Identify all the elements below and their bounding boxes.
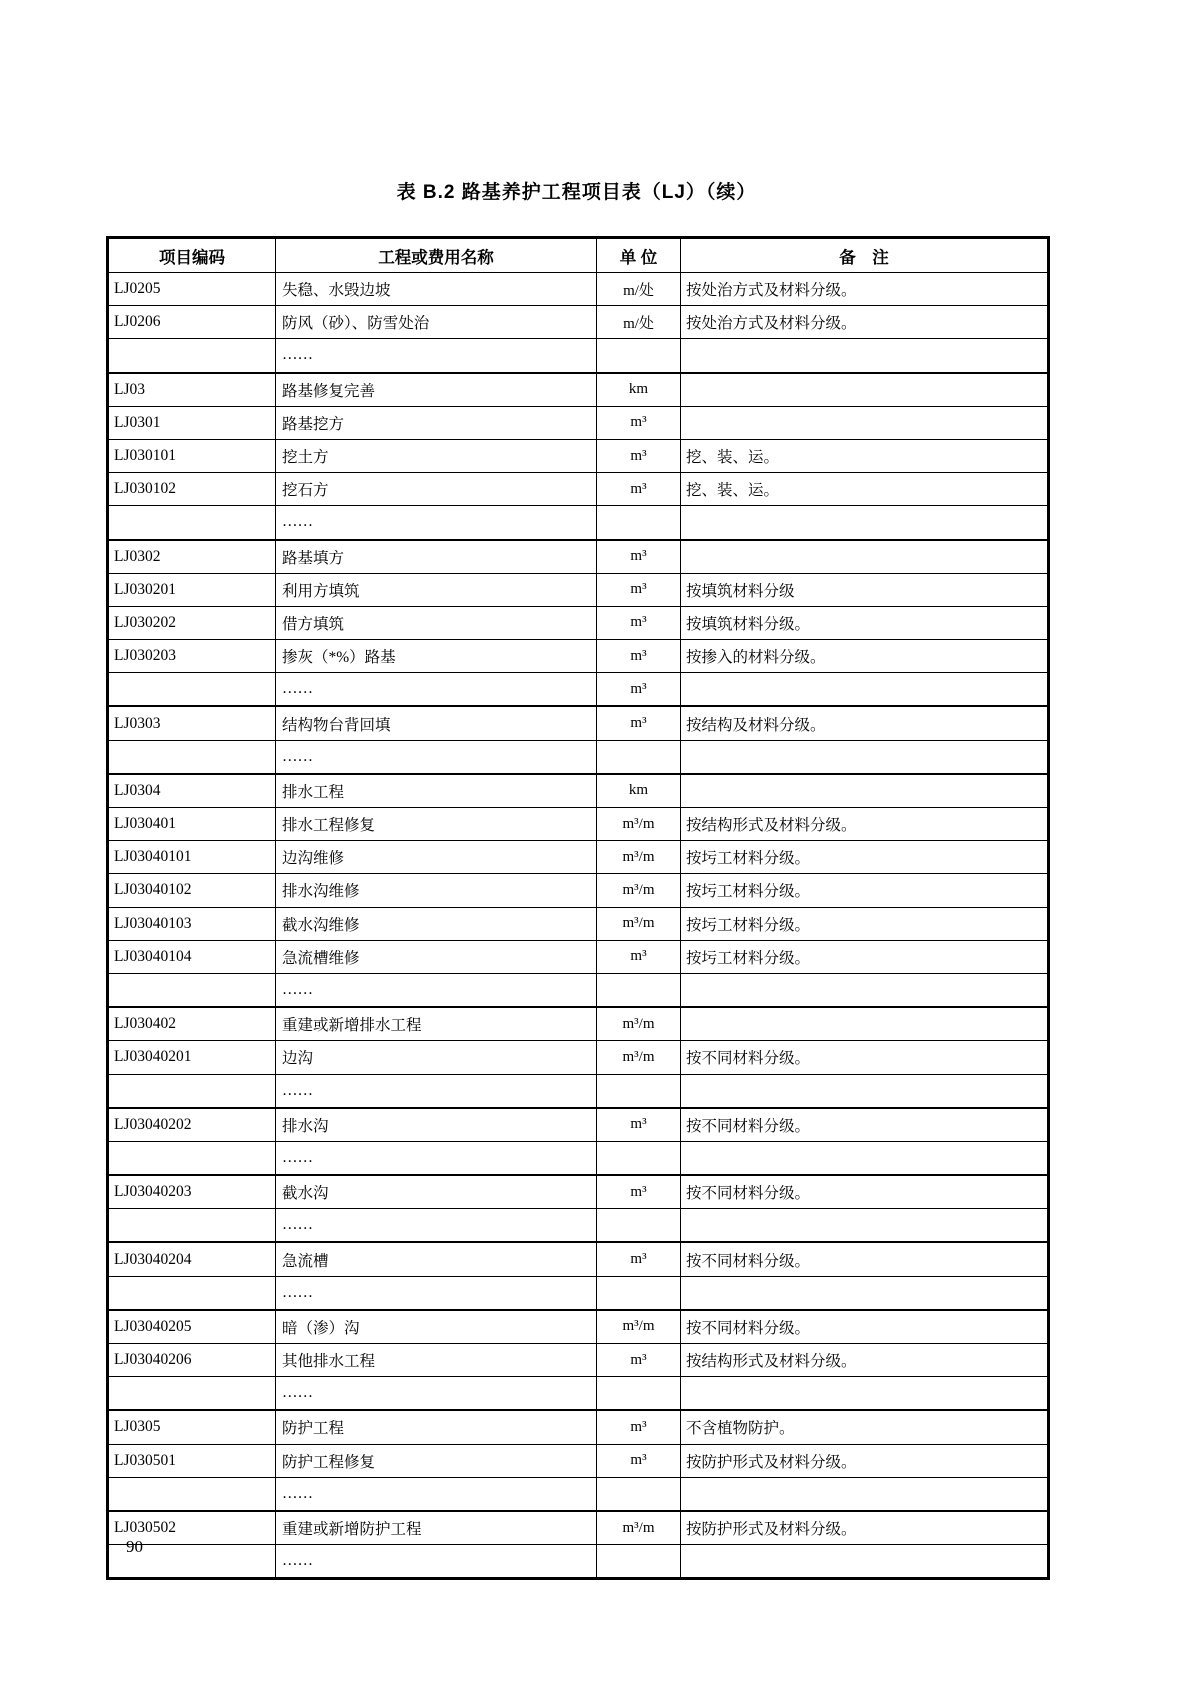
remarks-cell: 按不同材料分级。 xyxy=(681,1310,1049,1344)
work-name-cell: 暗（渗）沟 xyxy=(276,1310,597,1344)
unit-cell: m³ xyxy=(597,1108,681,1142)
project-code-cell: LJ030201 xyxy=(108,573,276,606)
project-code-cell: LJ0206 xyxy=(108,306,276,339)
project-code-cell xyxy=(108,973,276,1007)
work-name-cell: 挖土方 xyxy=(276,439,597,472)
work-name-cell: 其他排水工程 xyxy=(276,1344,597,1377)
unit-cell xyxy=(597,339,681,373)
remarks-cell xyxy=(681,540,1049,574)
project-code-cell: LJ03040202 xyxy=(108,1108,276,1142)
project-code-cell: LJ0302 xyxy=(108,540,276,574)
remarks-cell xyxy=(681,1007,1049,1041)
work-name-cell: 结构物台背回填 xyxy=(276,706,597,740)
remarks-cell xyxy=(681,1141,1049,1175)
project-code-cell: LJ030203 xyxy=(108,640,276,673)
header-remarks: 备 注 xyxy=(681,238,1049,273)
unit-cell: m³ xyxy=(597,540,681,574)
work-name-cell: …… xyxy=(276,339,597,373)
unit-cell xyxy=(597,1477,681,1511)
remarks-cell: 按圬工材料分级。 xyxy=(681,841,1049,874)
work-name-cell: …… xyxy=(276,1209,597,1243)
project-code-cell: LJ030101 xyxy=(108,439,276,472)
work-name-cell: 借方填筑 xyxy=(276,606,597,639)
remarks-cell: 不含植物防护。 xyxy=(681,1410,1049,1444)
table-row xyxy=(108,606,1049,639)
remarks-cell: 按掺入的材料分级。 xyxy=(681,640,1049,673)
table-row xyxy=(108,1141,1049,1175)
project-code-cell xyxy=(108,1477,276,1511)
table-row xyxy=(108,473,1049,506)
unit-cell xyxy=(597,740,681,774)
unit-cell xyxy=(597,1209,681,1243)
unit-cell: m/处 xyxy=(597,273,681,306)
remarks-cell: 按结构形式及材料分级。 xyxy=(681,1344,1049,1377)
table-row xyxy=(108,706,1049,740)
unit-cell xyxy=(597,1545,681,1579)
work-name-cell: 掺灰（*%）路基 xyxy=(276,640,597,673)
unit-cell xyxy=(597,506,681,540)
work-name-cell: …… xyxy=(276,506,597,540)
work-name-cell: …… xyxy=(276,740,597,774)
table-row xyxy=(108,373,1049,407)
work-name-cell: 重建或新增防护工程 xyxy=(276,1511,597,1545)
unit-cell: km xyxy=(597,373,681,407)
work-name-cell: …… xyxy=(276,973,597,1007)
remarks-cell xyxy=(681,673,1049,707)
work-name-cell: 防护工程 xyxy=(276,1410,597,1444)
table-row xyxy=(108,1377,1049,1411)
project-code-cell: LJ03040104 xyxy=(108,940,276,973)
unit-cell: m³ xyxy=(597,473,681,506)
work-name-cell: 截水沟 xyxy=(276,1175,597,1209)
work-name-cell: 排水沟维修 xyxy=(276,874,597,907)
table-row xyxy=(108,1175,1049,1209)
remarks-cell: 挖、装、运。 xyxy=(681,439,1049,472)
table-header-row xyxy=(108,238,1049,273)
project-code-cell: LJ030402 xyxy=(108,1007,276,1041)
remarks-cell: 挖、装、运。 xyxy=(681,473,1049,506)
unit-cell: m³/m xyxy=(597,1041,681,1074)
project-code-cell: LJ0304 xyxy=(108,774,276,808)
work-name-cell: …… xyxy=(276,1477,597,1511)
unit-cell: m³/m xyxy=(597,1007,681,1041)
project-code-cell xyxy=(108,506,276,540)
unit-cell: m³ xyxy=(597,1242,681,1276)
remarks-cell xyxy=(681,1377,1049,1411)
remarks-cell: 按防护形式及材料分级。 xyxy=(681,1444,1049,1477)
work-name-cell: 排水工程修复 xyxy=(276,808,597,841)
unit-cell: m³ xyxy=(597,640,681,673)
unit-cell: m³/m xyxy=(597,841,681,874)
remarks-cell xyxy=(681,1545,1049,1579)
project-table xyxy=(106,236,1050,1580)
table-row xyxy=(108,940,1049,973)
work-name-cell: …… xyxy=(276,1545,597,1579)
unit-cell: m³ xyxy=(597,439,681,472)
table-row xyxy=(108,808,1049,841)
table-row xyxy=(108,1477,1049,1511)
work-name-cell: 路基挖方 xyxy=(276,406,597,439)
table-row xyxy=(108,1444,1049,1477)
project-code-cell xyxy=(108,740,276,774)
work-name-cell: 急流槽 xyxy=(276,1242,597,1276)
remarks-cell xyxy=(681,506,1049,540)
remarks-cell: 按处治方式及材料分级。 xyxy=(681,306,1049,339)
table-row xyxy=(108,506,1049,540)
project-code-cell: LJ030401 xyxy=(108,808,276,841)
unit-cell: m³ xyxy=(597,406,681,439)
project-code-cell xyxy=(108,1377,276,1411)
unit-cell: m³/m xyxy=(597,1310,681,1344)
work-name-cell: …… xyxy=(276,1276,597,1310)
table-row xyxy=(108,273,1049,306)
table-row xyxy=(108,573,1049,606)
unit-cell: m³ xyxy=(597,1175,681,1209)
project-code-cell xyxy=(108,673,276,707)
project-code-cell xyxy=(108,1141,276,1175)
unit-cell: m/处 xyxy=(597,306,681,339)
header-work-or-cost-name: 工程或费用名称 xyxy=(276,238,597,273)
table-row xyxy=(108,673,1049,707)
remarks-cell xyxy=(681,774,1049,808)
project-code-cell: LJ0205 xyxy=(108,273,276,306)
table-row xyxy=(108,1074,1049,1108)
remarks-cell: 按防护形式及材料分级。 xyxy=(681,1511,1049,1545)
unit-cell: m³/m xyxy=(597,874,681,907)
project-code-cell: LJ030202 xyxy=(108,606,276,639)
table-title: 表 B.2 路基养护工程项目表（LJ）（续） xyxy=(396,182,757,203)
table-row xyxy=(108,1276,1049,1310)
work-name-cell: 重建或新增排水工程 xyxy=(276,1007,597,1041)
table-row xyxy=(108,774,1049,808)
table-row xyxy=(108,1242,1049,1276)
table-row xyxy=(108,973,1049,1007)
table-row xyxy=(108,841,1049,874)
table-row xyxy=(108,740,1049,774)
remarks-cell: 按不同材料分级。 xyxy=(681,1242,1049,1276)
work-name-cell: 挖石方 xyxy=(276,473,597,506)
page-number: 90 xyxy=(126,1537,143,1556)
remarks-cell: 按不同材料分级。 xyxy=(681,1108,1049,1142)
work-name-cell: …… xyxy=(276,673,597,707)
project-code-cell xyxy=(108,1074,276,1108)
table-row xyxy=(108,1410,1049,1444)
work-name-cell: 路基填方 xyxy=(276,540,597,574)
remarks-cell xyxy=(681,339,1049,373)
table-row xyxy=(108,439,1049,472)
table-row xyxy=(108,874,1049,907)
remarks-cell xyxy=(681,973,1049,1007)
unit-cell: m³ xyxy=(597,573,681,606)
work-name-cell: 失稳、水毁边坡 xyxy=(276,273,597,306)
remarks-cell: 按圬工材料分级。 xyxy=(681,940,1049,973)
remarks-cell xyxy=(681,1276,1049,1310)
project-code-cell: LJ030102 xyxy=(108,473,276,506)
unit-cell: m³ xyxy=(597,1410,681,1444)
table-row xyxy=(108,1007,1049,1041)
project-code-cell xyxy=(108,1276,276,1310)
remarks-cell xyxy=(681,406,1049,439)
table-row xyxy=(108,339,1049,373)
unit-cell: m³/m xyxy=(597,1511,681,1545)
remarks-cell: 按不同材料分级。 xyxy=(681,1175,1049,1209)
unit-cell: m³ xyxy=(597,606,681,639)
remarks-cell: 按结构及材料分级。 xyxy=(681,706,1049,740)
project-code-cell: LJ03 xyxy=(108,373,276,407)
table-row xyxy=(108,1344,1049,1377)
project-code-cell: LJ03040204 xyxy=(108,1242,276,1276)
work-name-cell: 急流槽维修 xyxy=(276,940,597,973)
work-name-cell: 路基修复完善 xyxy=(276,373,597,407)
remarks-cell: 按不同材料分级。 xyxy=(681,1041,1049,1074)
unit-cell xyxy=(597,1141,681,1175)
remarks-cell: 按处治方式及材料分级。 xyxy=(681,273,1049,306)
remarks-cell xyxy=(681,1209,1049,1243)
table-row xyxy=(108,306,1049,339)
project-code-cell: LJ03040203 xyxy=(108,1175,276,1209)
work-name-cell: 防护工程修复 xyxy=(276,1444,597,1477)
unit-cell xyxy=(597,1276,681,1310)
unit-cell: m³/m xyxy=(597,907,681,940)
remarks-cell xyxy=(681,1074,1049,1108)
work-name-cell: 利用方填筑 xyxy=(276,573,597,606)
table-row xyxy=(108,640,1049,673)
table-row xyxy=(108,907,1049,940)
unit-cell: m³ xyxy=(597,1444,681,1477)
project-code-cell: LJ03040102 xyxy=(108,874,276,907)
remarks-cell xyxy=(681,373,1049,407)
project-code-cell: LJ03040206 xyxy=(108,1344,276,1377)
remarks-cell xyxy=(681,1477,1049,1511)
unit-cell: m³/m xyxy=(597,808,681,841)
unit-cell xyxy=(597,1074,681,1108)
unit-cell: km xyxy=(597,774,681,808)
header-unit: 单 位 xyxy=(597,238,681,273)
work-name-cell: 排水工程 xyxy=(276,774,597,808)
project-code-cell xyxy=(108,339,276,373)
table-row xyxy=(108,1108,1049,1142)
project-code-cell: LJ03040205 xyxy=(108,1310,276,1344)
work-name-cell: 截水沟维修 xyxy=(276,907,597,940)
project-code-cell: LJ03040103 xyxy=(108,907,276,940)
remarks-cell: 按填筑材料分级 xyxy=(681,573,1049,606)
project-code-cell xyxy=(108,1209,276,1243)
work-name-cell: 边沟维修 xyxy=(276,841,597,874)
project-code-cell: LJ03040201 xyxy=(108,1041,276,1074)
remarks-cell xyxy=(681,740,1049,774)
project-code-cell: LJ0301 xyxy=(108,406,276,439)
project-code-cell: LJ03040101 xyxy=(108,841,276,874)
project-code-cell: LJ030502 xyxy=(108,1511,276,1545)
project-code-cell: LJ030501 xyxy=(108,1444,276,1477)
unit-cell xyxy=(597,973,681,1007)
work-name-cell: …… xyxy=(276,1074,597,1108)
unit-cell xyxy=(597,1377,681,1411)
project-code-cell: LJ0303 xyxy=(108,706,276,740)
work-name-cell: …… xyxy=(276,1377,597,1411)
work-name-cell: 防风（砂）、防雪处治 xyxy=(276,306,597,339)
table-row xyxy=(108,1209,1049,1243)
work-name-cell: 排水沟 xyxy=(276,1108,597,1142)
table-row xyxy=(108,406,1049,439)
unit-cell: m³ xyxy=(597,940,681,973)
remarks-cell: 按填筑材料分级。 xyxy=(681,606,1049,639)
remarks-cell: 按圬工材料分级。 xyxy=(681,907,1049,940)
table-row xyxy=(108,1310,1049,1344)
table-row xyxy=(108,1041,1049,1074)
remarks-cell: 按圬工材料分级。 xyxy=(681,874,1049,907)
remarks-cell: 按结构形式及材料分级。 xyxy=(681,808,1049,841)
project-code-cell: LJ0305 xyxy=(108,1410,276,1444)
work-name-cell: 边沟 xyxy=(276,1041,597,1074)
unit-cell: m³ xyxy=(597,673,681,707)
work-name-cell: …… xyxy=(276,1141,597,1175)
table-row xyxy=(108,540,1049,574)
table-row xyxy=(108,1511,1049,1545)
table-row xyxy=(108,1545,1049,1579)
unit-cell: m³ xyxy=(597,706,681,740)
unit-cell: m³ xyxy=(597,1344,681,1377)
header-project-code: 项目编码 xyxy=(108,238,276,273)
